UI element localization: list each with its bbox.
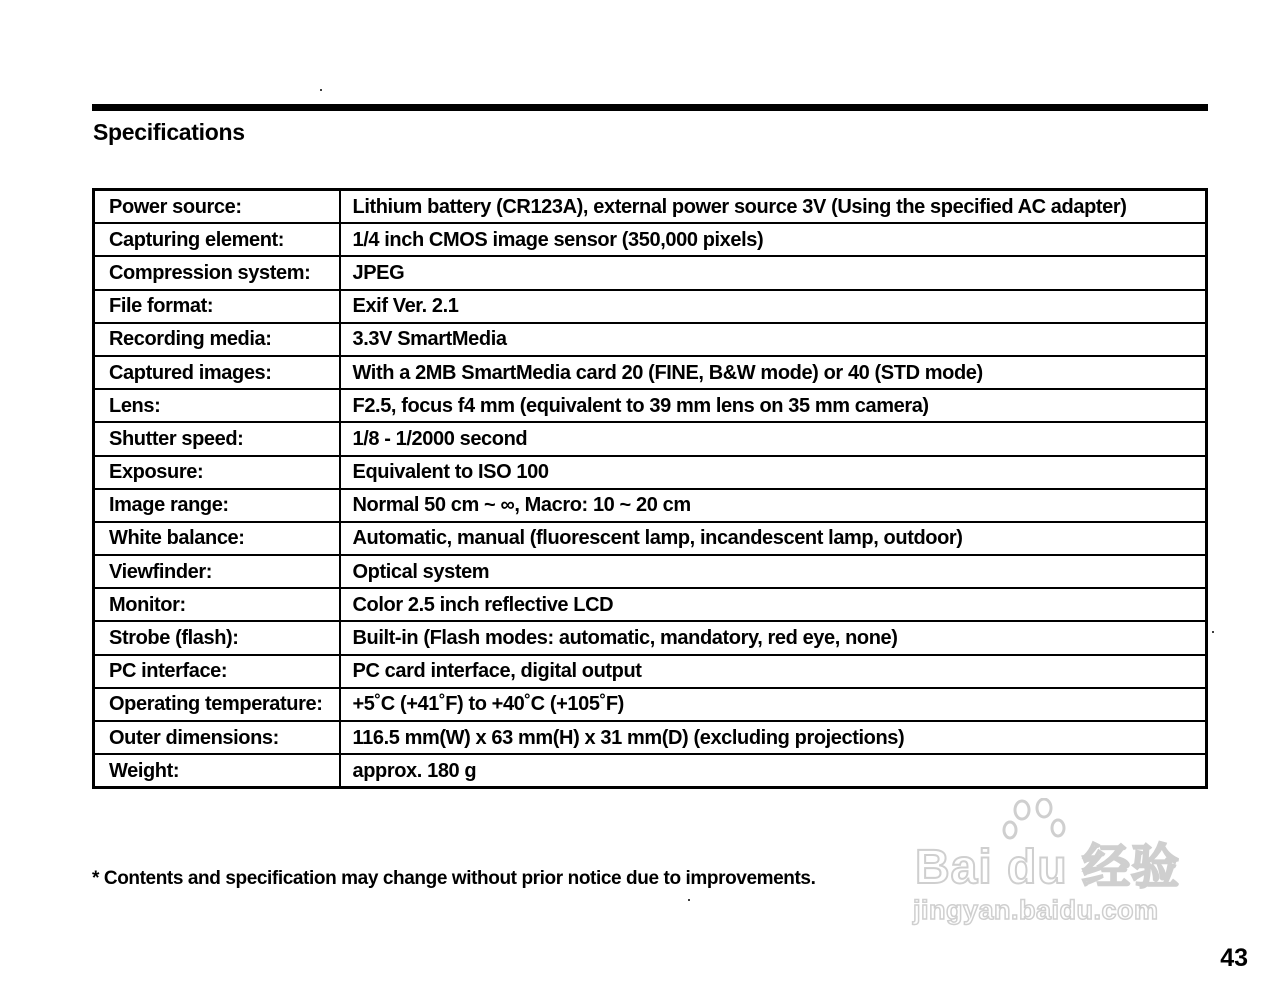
spec-label: Lens: xyxy=(94,389,340,422)
spec-value: 1/8 - 1/2000 second xyxy=(340,422,1207,455)
table-row xyxy=(94,588,1207,621)
watermark-logo: Bai du 经验 xyxy=(915,841,1181,894)
scan-speck xyxy=(320,89,322,91)
table-row xyxy=(94,688,1207,721)
spec-label: Monitor: xyxy=(94,588,340,621)
table-row xyxy=(94,655,1207,688)
spec-label: Recording media: xyxy=(94,323,340,356)
spec-value: Built-in (Flash modes: automatic, mandatory, red eye, none) xyxy=(340,621,1207,654)
spec-value: 116.5 mm(W) x 63 mm(H) x 31 mm(D) (excluding projections) xyxy=(340,721,1207,754)
spec-label: Operating temperature: xyxy=(94,688,340,721)
specifications-table xyxy=(92,188,1208,789)
spec-label: PC interface: xyxy=(94,655,340,688)
table-row xyxy=(94,256,1207,289)
scan-speck xyxy=(688,899,690,901)
spec-value: Normal 50 cm ~ ∞, Macro: 10 ~ 20 cm xyxy=(340,489,1207,522)
table-row xyxy=(94,522,1207,555)
specifications-table-body xyxy=(94,190,1207,788)
spec-label: Shutter speed: xyxy=(94,422,340,455)
spec-label: Weight: xyxy=(94,754,340,788)
spec-label: Outer dimensions: xyxy=(94,721,340,754)
spec-value: +5˚C (+41˚F) to +40˚C (+105˚F) xyxy=(340,688,1207,721)
table-row xyxy=(94,223,1207,256)
scan-speck xyxy=(1212,631,1214,633)
spec-label: Compression system: xyxy=(94,256,340,289)
table-row xyxy=(94,422,1207,455)
table-row xyxy=(94,190,1207,224)
spec-value: Color 2.5 inch reflective LCD xyxy=(340,588,1207,621)
spec-value: 1/4 inch CMOS image sensor (350,000 pixels) xyxy=(340,223,1207,256)
page-title: Specifications xyxy=(93,119,245,145)
header-rule xyxy=(92,104,1208,111)
spec-value: With a 2MB SmartMedia card 20 (FINE, B&W mode) or 40 (STD mode) xyxy=(340,356,1207,389)
spec-value: Automatic, manual (fluorescent lamp, incandescent lamp, outdoor) xyxy=(340,522,1207,555)
spec-label: Viewfinder: xyxy=(94,555,340,588)
spec-value: JPEG xyxy=(340,256,1207,289)
spec-label: Strobe (flash): xyxy=(94,621,340,654)
spec-value: PC card interface, digital output xyxy=(340,655,1207,688)
table-row xyxy=(94,754,1207,788)
table-row xyxy=(94,489,1207,522)
watermark-url: jingyan.baidu.com xyxy=(913,895,1159,925)
spec-label: Power source: xyxy=(94,190,340,224)
paw-print-icon xyxy=(1000,798,1070,858)
spec-value: Lithium battery (CR123A), external power source 3V (Using the specified AC adapter) xyxy=(340,190,1207,224)
page-number: 43 xyxy=(1220,944,1248,972)
footnote: * Contents and specification may change without prior notice due to improvements. xyxy=(92,868,816,889)
table-row xyxy=(94,389,1207,422)
spec-label: File format: xyxy=(94,290,340,323)
table-row xyxy=(94,290,1207,323)
spec-label: Image range: xyxy=(94,489,340,522)
spec-value: approx. 180 g xyxy=(340,754,1207,788)
table-row xyxy=(94,555,1207,588)
table-row xyxy=(94,456,1207,489)
spec-value: Optical system xyxy=(340,555,1207,588)
spec-label: Exposure: xyxy=(94,456,340,489)
spec-value: Equivalent to ISO 100 xyxy=(340,456,1207,489)
spec-label: Captured images: xyxy=(94,356,340,389)
spec-value: Exif Ver. 2.1 xyxy=(340,290,1207,323)
spec-value: 3.3V SmartMedia xyxy=(340,323,1207,356)
table-row xyxy=(94,323,1207,356)
table-row xyxy=(94,621,1207,654)
spec-label: White balance: xyxy=(94,522,340,555)
watermark xyxy=(905,800,1205,935)
spec-value: F2.5, focus f4 mm (equivalent to 39 mm lens on 35 mm camera) xyxy=(340,389,1207,422)
table-row xyxy=(94,721,1207,754)
spec-label: Capturing element: xyxy=(94,223,340,256)
table-row xyxy=(94,356,1207,389)
